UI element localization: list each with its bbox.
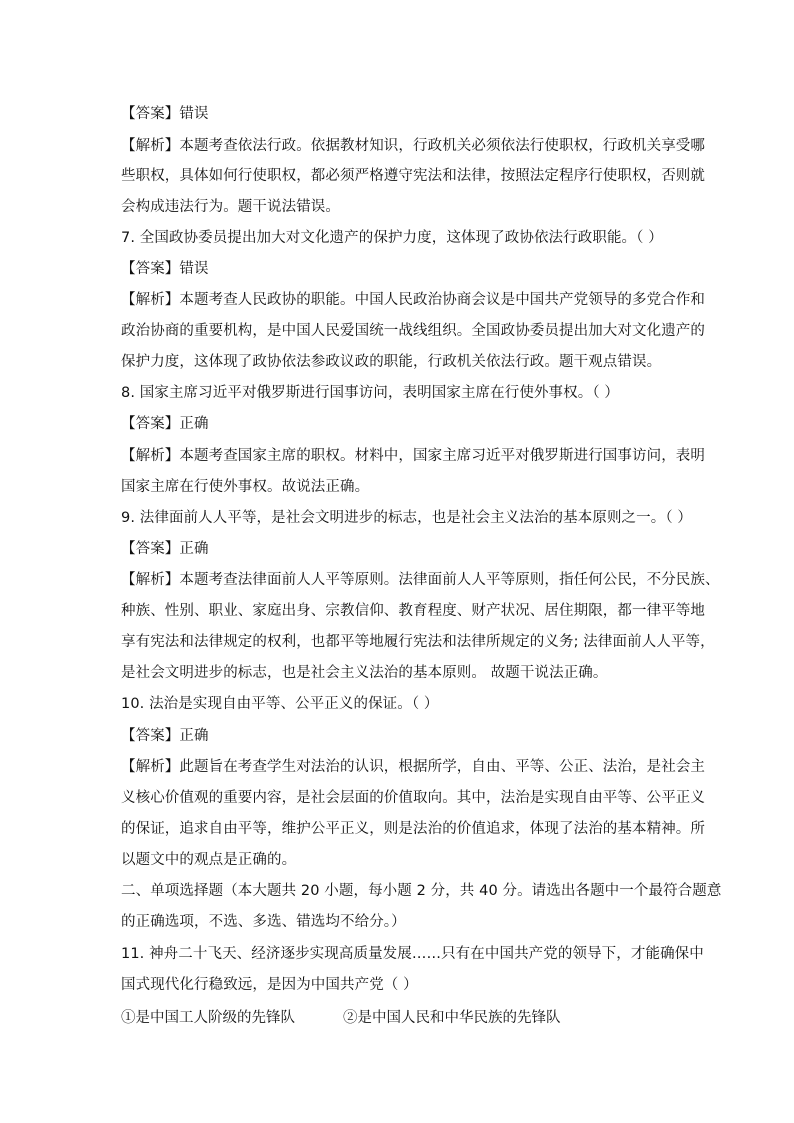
section-heading-line: 的正确选项，不选、多选、错选均不给分。） [121, 914, 406, 930]
answer-line: 【答案】正确 [121, 416, 209, 432]
analysis-line: 享有宪法和法律规定的权利，也都平等地履行宪法和法律所规定的义务; 法律面前人人平等， [121, 634, 715, 650]
analysis-line: 【解析】本题考查人民政协的职能。中国人民政治协商会议是中国共产党领导的多党合作和 [121, 292, 705, 308]
answer-line: 【答案】错误 [121, 261, 209, 277]
analysis-line: 【解析】本题考查国家主席的职权。材料中，国家主席习近平对俄罗斯进行国事访问，表明 [121, 448, 705, 464]
option-item: ②是中国人民和中华民族的先锋队 [343, 1010, 561, 1026]
question-line: 7. 全国政协委员提出加大对文化遗产的保护力度，这体现了政协依法行政职能。（ ） [121, 230, 663, 246]
question-line: 9. 法律面前人人平等，是社会文明进步的标志，也是社会主义法治的基本原则之一。（ ） [121, 510, 692, 526]
answer-line: 【答案】错误 [121, 106, 209, 122]
option-item: ①是中国工人阶级的先锋队 [121, 1010, 295, 1026]
analysis-line: 义核心价值观的重要内容，是社会层面的价值取向。其中，法治是实现自由平等、公平正义 [121, 790, 705, 806]
analysis-line: 政治协商的重要机构，是中国人民爱国统一战线组织。全国政协委员提出加大对文化遗产的 [121, 323, 705, 339]
question-line: 8. 国家主席习近平对俄罗斯进行国事访问，表明国家主席在行使外事权。（ ） [121, 385, 619, 401]
answer-line: 【答案】正确 [121, 728, 209, 744]
question-line: 国式现代化行稳致远，是因为中国共产党（ ） [121, 977, 418, 993]
analysis-line: 是社会文明进步的标志，也是社会主义法治的基本原则。 故题干说法正确。 [121, 665, 608, 681]
question-line: 11. 神舟二十飞天、经济逐步实现高质量发展……只有在中国共产党的领导下，才能确保中 [121, 946, 704, 962]
question-line: 10. 法治是实现自由平等、公平正义的保证。（ ） [121, 696, 439, 712]
analysis-line: 保护力度，这体现了政协依法参政议政的职能，行政机关依法行政。题干观点错误。 [121, 354, 662, 370]
analysis-line: 以题文中的观点是正确的。 [121, 852, 297, 868]
analysis-line: 国家主席在行使外事权。故说法正确。 [121, 479, 370, 495]
analysis-line: 【解析】此题旨在考查学生对法治的认识，根据所学，自由、平等、公正、法治，是社会主 [121, 759, 705, 775]
analysis-line: 【解析】本题考查法律面前人人平等原则。法律面前人人平等原则，指任何公民，不分民族、 [121, 572, 720, 588]
section-heading-line: 二、单项选择题（本大题共 20 小题，每小题 2 分，共 40 分。请选出各题中一个最符合题意 [121, 883, 722, 899]
analysis-line: 种族、性别、职业、家庭出身、宗教信仰、教育程度、财产状况、居住期限，都一律平等地 [121, 603, 705, 619]
analysis-line: 些职权，具体如何行使职权，都必须严格遵守宪法和法律，按照法定程序行使职权，否则就 [121, 168, 705, 184]
answer-line: 【答案】正确 [121, 541, 209, 557]
analysis-line: 会构成违法行为。题干说法错误。 [121, 199, 340, 215]
analysis-line: 【解析】本题考查依法行政。依据教材知识，行政机关必须依法行使职权，行政机关享受哪 [121, 138, 705, 154]
analysis-line: 的保证，追求自由平等，维护公平正义，则是法治的价值追求，体现了法治的基本精神。所 [121, 821, 705, 837]
